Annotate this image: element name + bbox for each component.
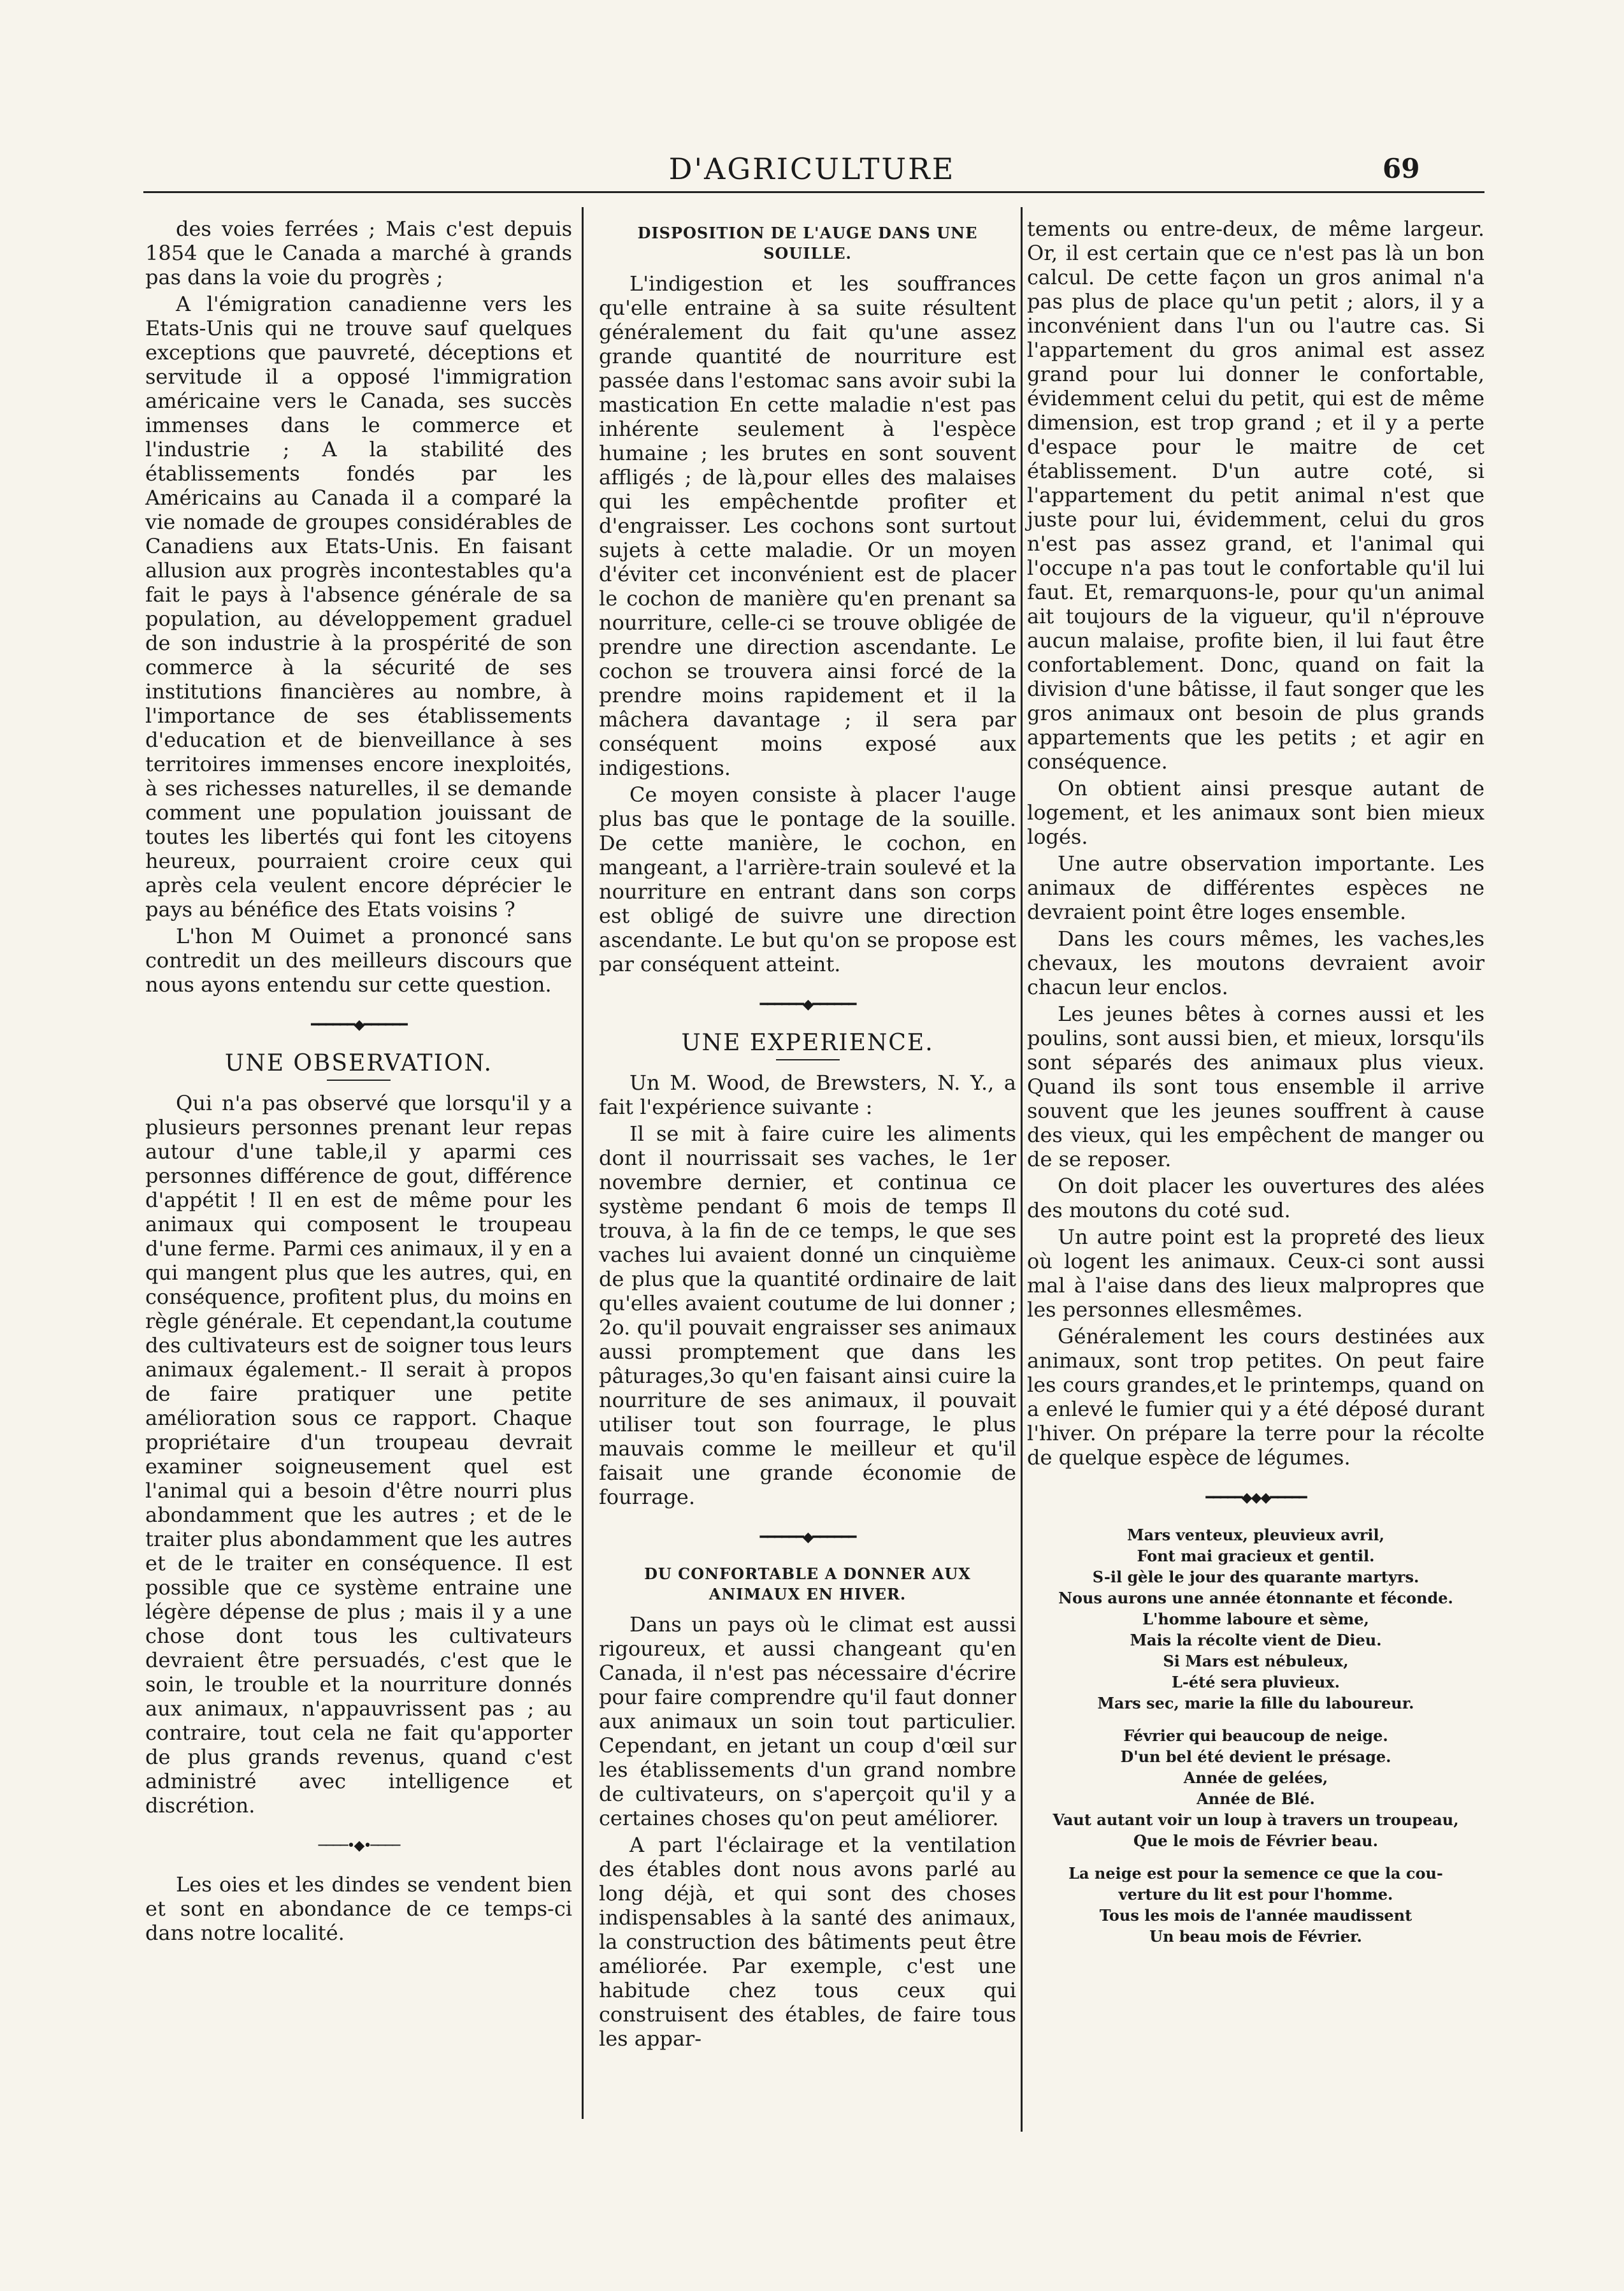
column-rule-2: [1021, 207, 1023, 2132]
verse-line: verture du lit est pour l'homme.: [1118, 1885, 1393, 1904]
verse-line: Tous les mois de l'année maudissent: [1099, 1906, 1412, 1925]
paragraph: On doit placer les ouvertures des alées des moutons du coté sud.: [1027, 1174, 1484, 1222]
paragraph: L'hon M Ouimet a prononcé sans contredit un des meilleurs discours que nous ayons entendu sur cette question.: [145, 924, 572, 997]
ornament-divider: ━━━━━━◆━━━━━━: [759, 997, 856, 1013]
paragraph: Ce moyen consiste à placer l'auge plus bas que le pontage de la souille. De cette manière, le cochon, en mangeant, a l'arrière-train soulevé et la nourriture en entrant dans son corps est obligé de suivre une direction ascendante. Le but qu'on se propose est par conséquent atteint.: [599, 783, 1016, 976]
paragraph: L'indigestion et les souffrances qu'elle entraine à sa suite résultent généralement du fait qu'une assez grande quantité de nourriture est passée dans l'estomac sans avoir subi la mastication En cette maladie n'est pas inhérente seulement à l'espèce humaine ; les brutes en sont souvent affligés ; de là,pour elles des malaises qui les empêchentde profiter et d'engraisser. Les cochons sont surtout sujets à cette maladie. Or un moyen d'éviter cet inconvénient est de placer le cochon de manière qu'en prenant sa nourriture, celle-ci se trouve obligée de prendre une direction ascendante. Le cochon se trouvera ainsi forcé de la prendre moins rapidement et il la mâchera davantage ; il sera par conséquent moins exposé aux indigestions.: [599, 271, 1016, 780]
title-rule: [776, 1059, 840, 1060]
column-1: [145, 217, 572, 1948]
ornament-divider: ────•◆•────: [318, 1838, 399, 1854]
paragraph: Les oies et les dindes se vendent bien et sont en abondance de ce temps-ci dans notre localité.: [145, 1872, 572, 1945]
paragraph: Dans un pays où le climat est aussi rigoureux, et aussi changeant qu'en Canada, il n'est pas nécessaire d'écrire pour faire comprendre qu'il faut donner aux animaux un soin tout particulier. Cependant, en jetant un coup d'œil sur les établissements d'un grand nombre de cultivateurs, on s'aperçoit qu'il y a certaines choses qu'on peut améliorer.: [599, 1612, 1016, 1830]
paragraph: On obtient ainsi presque autant de logement, et les animaux sont bien mieux logés.: [1027, 776, 1484, 849]
verse-line: Nous aurons une année étonnante et féconde.: [1058, 1589, 1453, 1607]
article-title-observation: UNE OBSERVATION.: [224, 1050, 493, 1076]
paragraph: des voies ferrées ; Mais c'est depuis 1854 que le Canada a marché à grands pas dans la voie du progrès ;: [145, 217, 572, 289]
ornament-divider: ━━━━━━◆━━━━━━: [311, 1017, 406, 1033]
title-rule: [327, 1080, 391, 1081]
verse-line: Un beau mois de Février.: [1149, 1927, 1362, 1946]
verse-line: Que le mois de Février beau.: [1133, 1832, 1378, 1850]
verse-line: S-il gèle le jour des quarante martyrs.: [1092, 1568, 1419, 1586]
ornament-divider: ━━━━━━◆━━━━━━: [759, 1529, 856, 1545]
verse-line: Mars venteux, pleuvieux avril,: [1127, 1526, 1384, 1544]
paragraph: Il se mit à faire cuire les aliments dont il nourrissait ses vaches, le 1er novembre dernier, et continua ce système pendant 6 mois de temps Il trouva, à la fin de ce temps, le que ses vaches lui avaient donné un cinquième de plus que la quantité ordinaire de lait qu'elles avaient coutume de lui donner ; 2o. qu'il pouvait engraisser ses animaux aussi promptement que dans les pâturages,3o qu'en faisant ainsi cuire la nourriture de ses animaux, il pouvait utiliser tout son fourrage, le plus mauvais comme le meilleur et qu'il faisait une grande économie de fourrage.: [599, 1122, 1016, 1509]
paragraph: A l'émigration canadienne vers les Etats-Unis qui ne trouve sauf quelques exceptions que pauvreté, déceptions et servitude il a opposé l'immigration américaine vers le Canada, ses succès immenses dans le commerce et l'industrie ; A la stabilité des établissements fondés par les Américains au Canada il a comparé la vie nomade de groupes considérables de Canadiens aux Etats-Unis. En faisant allusion aux progrès incontestables qu'a fait le pays à l'absence générale de sa population, au développement graduel de son industrie à la prospérité de son commerce à la sécurité de ses institutions financières au nombre, à l'importance de ses établissements d'education et de bienveillance à ses territoires immenses encore inexploités, à ses richesses naturelles, il se demande comment une population jouissant de toutes les libertés qui font les citoyens heureux, pourraient croire ceux qui après cela veulent encore déprécier le pays au bénéfice des Etats voisins ?: [145, 292, 572, 921]
header-rule: [143, 191, 1484, 193]
verse-line: L'homme laboure et sème,: [1142, 1610, 1369, 1628]
paragraph: Un M. Wood, de Brewsters, N. Y., a fait l'expérience suivante :: [599, 1071, 1016, 1119]
column-2: [599, 217, 1016, 2053]
verse-line: La neige est pour la semence ce que la cou-: [1068, 1864, 1443, 1883]
column-rule-1: [582, 207, 584, 2119]
verse-line: Mars sec, marie la fille du laboureur.: [1097, 1694, 1414, 1712]
paragraph: Dans les cours mêmes, les vaches,les chevaux, les moutons devraient avoir chacun leur enclos.: [1027, 927, 1484, 999]
paragraph: A part l'éclairage et la ventilation des étables dont nous avons parlé au long déjà, et qui sont des choses indispensables à la santé des animaux, la construction des bâtiments peut être améliorée. Par exemple, c'est une habitude chez tous ceux qui construisent des étables, de faire tous les appar-: [599, 1833, 1016, 2051]
ornament-divider: ━━━━━◆◆◆━━━━━: [1205, 1490, 1306, 1506]
paragraph: Généralement les cours destinées aux animaux, sont trop petites. On peut faire les cours grandes,et le printemps, quand on a enlevé le fumier qui y a été déposé durant l'hiver. On prépare la terre pour la récolte de quelque espèce de légumes.: [1027, 1324, 1484, 1470]
verse-line: Vaut autant voir un loup à travers un troupeau,: [1053, 1810, 1459, 1829]
paragraph: tements ou entre-deux, de même largeur. Or, il est certain que ce n'est pas là un bon calcul. De cette façon un gros animal n'a pas plus de place qu'un petit ; alors, il y a inconvénient dans l'un ou l'autre cas. Si l'appartement du gros animal est assez grand pour lui donner le confortable, évidemment celui du petit, qui est de même dimension, est trop grand ; et il y a perte d'espace pour le maitre de cet établissement. D'un autre coté, si l'appartement du petit animal n'est que juste pour lui, évidemment, celui du gros n'est pas assez grand, et l'animal qui l'occupe n'a pas tout le confortable qu'il lui faut. Et, remarquons-le, pour qu'un animal ait toujours de la vigueur, qu'il n'éprouve aucun malaise, profite bien, il lui faut être confortablement. Donc, quand on fait la division d'une bâtisse, il faut songer que les gros animaux ont besoin de plus grands appartements que les petits ; et agir en conséquence.: [1027, 217, 1484, 774]
verse-line: Font mai gracieux et gentil.: [1137, 1547, 1375, 1565]
verse-line: Année de Blé.: [1196, 1789, 1315, 1808]
verse-gap: [1027, 1714, 1484, 1725]
verse-line: Si Mars est nébuleux,: [1163, 1652, 1349, 1670]
paragraph: Les jeunes bêtes à cornes aussi et les poulins, sont aussi bien, et mieux, lorsqu'ils sont séparés des animaux plus vieux. Quand ils sont tous ensemble il arrive souvent que les jeunes souffrent à cause des vieux, qui les empêchent de manger ou de se reposer.: [1027, 1002, 1484, 1171]
verse-line: Mais la récolte vient de Dieu.: [1130, 1631, 1382, 1649]
verse-line: Février qui beaucoup de neige.: [1123, 1726, 1388, 1745]
paragraph: Un autre point est la propreté des lieux où logent les animaux. Ceux-ci sont aussi mal à l'aise dans des lieux malpropres que les personnes ellesmêmes.: [1027, 1225, 1484, 1322]
verse-line: L-été sera pluvieux.: [1172, 1673, 1340, 1691]
proverbs-verse: [1027, 1524, 1484, 1947]
article-title-auge: DISPOSITION DE L'AUGE DANS UNE SOUILLE.: [637, 224, 978, 263]
verse-gap: [1027, 1851, 1484, 1863]
column-3: [1027, 217, 1484, 1947]
page-header-title: D'AGRICULTURE: [668, 152, 956, 186]
paragraph: Qui n'a pas observé que lorsqu'il y a plusieurs personnes prenant leur repas autour d'une table,il y aparmi ces personnes différence de gout, différence d'appétit ! Il en est de même pour les animaux qui composent le troupeau d'une ferme. Parmi ces animaux, il y en a qui mangent plus que les autres, qui, en conséquence, profitent plus, du moins en règle générale. Et cependant,la coutume des cultivateurs est de soigner tous leurs animaux également.- Il serait à propos de faire pratiquer une petite amélioration sous ce rapport. Chaque propriétaire d'un troupeau devrait examiner soigneusement quel est l'animal qui a besoin d'être nourri plus abondamment que les autres ; et de le traiter plus abondamment que les autres et de le traiter en conséquence. Il est possible que ce système entraine une légère dépense de plus ; mais il y a une chose dont tous les cultivateurs devraient être persuadés, c'est que le soin, le trouble et la nourriture donnés aux animaux, n'appauvrissent pas ; au contraire, tout cela ne fait qu'apporter de plus grands revenus, quand c'est administré avec intelligence et discrétion.: [145, 1091, 573, 1818]
verse-line: D'un bel été devient le présage.: [1120, 1747, 1391, 1766]
paragraph: Une autre observation importante. Les animaux de différentes espèces ne devraient point être loges ensemble.: [1027, 851, 1484, 924]
verse-line: Année de gelées,: [1183, 1768, 1328, 1787]
article-title-confortable: DU CONFORTABLE A DONNER AUX ANIMAUX EN HIVER.: [644, 1565, 971, 1603]
article-title-experience: UNE EXPERIENCE.: [681, 1030, 934, 1056]
page-number: 69: [1383, 153, 1420, 184]
